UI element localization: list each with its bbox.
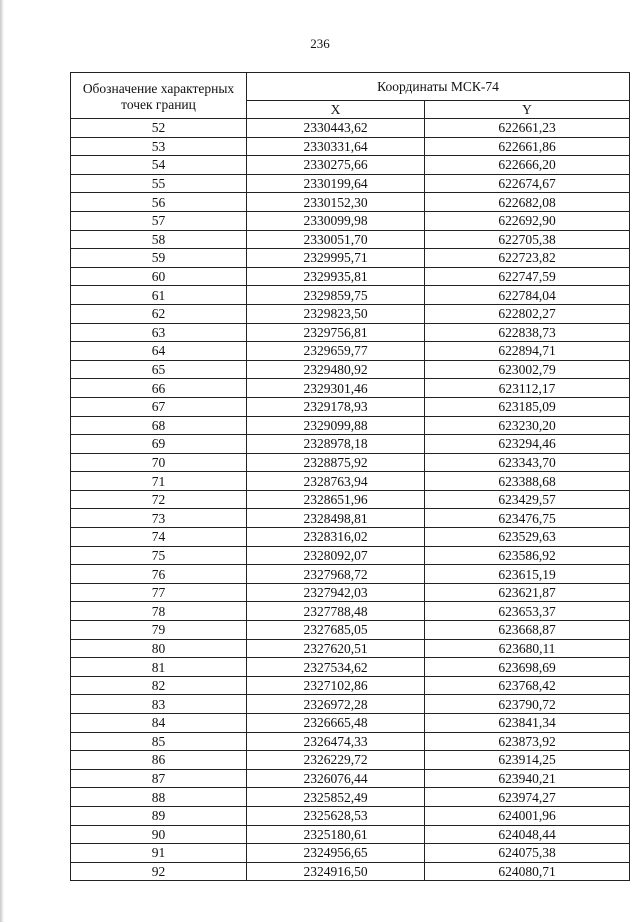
y-coordinate-cell: 623002,79 xyxy=(425,360,630,379)
x-coordinate-cell: 2325180,61 xyxy=(247,825,425,844)
y-coordinate-cell: 623668,87 xyxy=(425,621,630,640)
y-coordinate-cell: 623615,19 xyxy=(425,565,630,584)
header-point-designation: Обозначение характерных точек границ xyxy=(71,73,247,119)
table-row xyxy=(71,286,630,305)
x-coordinate-cell: 2330199,64 xyxy=(247,174,425,193)
table-row xyxy=(71,193,630,212)
scan-shadow-edge xyxy=(0,0,4,922)
y-coordinate-cell: 623914,25 xyxy=(425,751,630,770)
table-row xyxy=(71,174,630,193)
table-row xyxy=(71,769,630,788)
table-row xyxy=(71,546,630,565)
point-number-cell: 58 xyxy=(71,230,247,249)
y-coordinate-cell: 624048,44 xyxy=(425,825,630,844)
table-row xyxy=(71,119,630,138)
y-coordinate-cell: 623529,63 xyxy=(425,528,630,547)
point-number-cell: 89 xyxy=(71,806,247,825)
point-number-cell: 80 xyxy=(71,639,247,658)
table-row xyxy=(71,806,630,825)
table-row xyxy=(71,453,630,472)
point-number-cell: 85 xyxy=(71,732,247,751)
x-coordinate-cell: 2326665,48 xyxy=(247,714,425,733)
point-number-cell: 74 xyxy=(71,528,247,547)
table-row xyxy=(71,825,630,844)
point-number-cell: 71 xyxy=(71,472,247,491)
table-row xyxy=(71,230,630,249)
point-number-cell: 79 xyxy=(71,621,247,640)
x-coordinate-cell: 2329756,81 xyxy=(247,323,425,342)
y-coordinate-cell: 623698,69 xyxy=(425,658,630,677)
point-number-cell: 73 xyxy=(71,509,247,528)
x-coordinate-cell: 2327968,72 xyxy=(247,565,425,584)
point-number-cell: 52 xyxy=(71,119,247,138)
point-number-cell: 57 xyxy=(71,211,247,230)
point-number-cell: 75 xyxy=(71,546,247,565)
table-row xyxy=(71,844,630,863)
x-coordinate-cell: 2329823,50 xyxy=(247,304,425,323)
point-number-cell: 69 xyxy=(71,435,247,454)
y-coordinate-cell: 623388,68 xyxy=(425,472,630,491)
point-number-cell: 92 xyxy=(71,862,247,881)
y-coordinate-cell: 623112,17 xyxy=(425,379,630,398)
point-number-cell: 91 xyxy=(71,844,247,863)
x-coordinate-cell: 2328316,02 xyxy=(247,528,425,547)
x-coordinate-cell: 2329099,88 xyxy=(247,416,425,435)
y-coordinate-cell: 623653,37 xyxy=(425,602,630,621)
point-number-cell: 65 xyxy=(71,360,247,379)
x-coordinate-cell: 2328978,18 xyxy=(247,435,425,454)
x-coordinate-cell: 2328875,92 xyxy=(247,453,425,472)
point-number-cell: 67 xyxy=(71,397,247,416)
x-coordinate-cell: 2327685,05 xyxy=(247,621,425,640)
y-coordinate-cell: 623294,46 xyxy=(425,435,630,454)
x-coordinate-cell: 2329301,46 xyxy=(247,379,425,398)
table-row xyxy=(71,732,630,751)
y-coordinate-cell: 622894,71 xyxy=(425,342,630,361)
x-coordinate-cell: 2330443,62 xyxy=(247,119,425,138)
y-coordinate-cell: 623768,42 xyxy=(425,676,630,695)
point-number-cell: 66 xyxy=(71,379,247,398)
x-coordinate-cell: 2330275,66 xyxy=(247,156,425,175)
table-row xyxy=(71,490,630,509)
point-number-cell: 83 xyxy=(71,695,247,714)
header-x: X xyxy=(247,101,425,119)
table-row xyxy=(71,360,630,379)
x-coordinate-cell: 2330099,98 xyxy=(247,211,425,230)
point-number-cell: 60 xyxy=(71,267,247,286)
y-coordinate-cell: 624080,71 xyxy=(425,862,630,881)
y-coordinate-cell: 623429,57 xyxy=(425,490,630,509)
x-coordinate-cell: 2329659,77 xyxy=(247,342,425,361)
y-coordinate-cell: 623586,92 xyxy=(425,546,630,565)
x-coordinate-cell: 2328763,94 xyxy=(247,472,425,491)
y-coordinate-cell: 622674,67 xyxy=(425,174,630,193)
point-number-cell: 84 xyxy=(71,714,247,733)
y-coordinate-cell: 623343,70 xyxy=(425,453,630,472)
table-row xyxy=(71,528,630,547)
y-coordinate-cell: 622682,08 xyxy=(425,193,630,212)
x-coordinate-cell: 2327942,03 xyxy=(247,583,425,602)
y-coordinate-cell: 623621,87 xyxy=(425,583,630,602)
table-row xyxy=(71,621,630,640)
x-coordinate-cell: 2330331,64 xyxy=(247,137,425,156)
x-coordinate-cell: 2327620,51 xyxy=(247,639,425,658)
x-coordinate-cell: 2329995,71 xyxy=(247,249,425,268)
table-row xyxy=(71,249,630,268)
y-coordinate-cell: 622692,90 xyxy=(425,211,630,230)
table-row xyxy=(71,695,630,714)
y-coordinate-cell: 623873,92 xyxy=(425,732,630,751)
table-row xyxy=(71,211,630,230)
table-row xyxy=(71,416,630,435)
point-number-cell: 62 xyxy=(71,304,247,323)
point-number-cell: 56 xyxy=(71,193,247,212)
y-coordinate-cell: 623841,34 xyxy=(425,714,630,733)
table-row xyxy=(71,137,630,156)
table-row xyxy=(71,788,630,807)
point-number-cell: 82 xyxy=(71,676,247,695)
y-coordinate-cell: 622784,04 xyxy=(425,286,630,305)
table-row xyxy=(71,565,630,584)
point-number-cell: 81 xyxy=(71,658,247,677)
header-y: Y xyxy=(425,101,630,119)
point-number-cell: 63 xyxy=(71,323,247,342)
point-number-cell: 61 xyxy=(71,286,247,305)
x-coordinate-cell: 2327102,86 xyxy=(247,676,425,695)
table-row xyxy=(71,156,630,175)
table-row xyxy=(71,342,630,361)
x-coordinate-cell: 2328651,96 xyxy=(247,490,425,509)
x-coordinate-cell: 2326474,33 xyxy=(247,732,425,751)
x-coordinate-cell: 2325852,49 xyxy=(247,788,425,807)
y-coordinate-cell: 622661,23 xyxy=(425,119,630,138)
x-coordinate-cell: 2324916,50 xyxy=(247,862,425,881)
coordinates-table xyxy=(70,72,630,881)
y-coordinate-cell: 623476,75 xyxy=(425,509,630,528)
x-coordinate-cell: 2325628,53 xyxy=(247,806,425,825)
x-coordinate-cell: 2329935,81 xyxy=(247,267,425,286)
table-row xyxy=(71,267,630,286)
point-number-cell: 78 xyxy=(71,602,247,621)
x-coordinate-cell: 2326229,72 xyxy=(247,751,425,770)
point-number-cell: 54 xyxy=(71,156,247,175)
y-coordinate-cell: 622705,38 xyxy=(425,230,630,249)
point-number-cell: 59 xyxy=(71,249,247,268)
point-number-cell: 90 xyxy=(71,825,247,844)
x-coordinate-cell: 2329178,93 xyxy=(247,397,425,416)
table-row xyxy=(71,323,630,342)
header-coordinates: Координаты МСК-74 xyxy=(247,73,630,101)
point-number-cell: 68 xyxy=(71,416,247,435)
y-coordinate-cell: 623790,72 xyxy=(425,695,630,714)
x-coordinate-cell: 2329480,92 xyxy=(247,360,425,379)
y-coordinate-cell: 623940,21 xyxy=(425,769,630,788)
y-coordinate-cell: 622747,59 xyxy=(425,267,630,286)
table-row xyxy=(71,862,630,881)
point-number-cell: 88 xyxy=(71,788,247,807)
x-coordinate-cell: 2330152,30 xyxy=(247,193,425,212)
point-number-cell: 72 xyxy=(71,490,247,509)
table-row xyxy=(71,583,630,602)
y-coordinate-cell: 622838,73 xyxy=(425,323,630,342)
y-coordinate-cell: 622661,86 xyxy=(425,137,630,156)
x-coordinate-cell: 2328498,81 xyxy=(247,509,425,528)
point-number-cell: 64 xyxy=(71,342,247,361)
point-number-cell: 86 xyxy=(71,751,247,770)
point-number-cell: 55 xyxy=(71,174,247,193)
x-coordinate-cell: 2326076,44 xyxy=(247,769,425,788)
point-number-cell: 53 xyxy=(71,137,247,156)
table-row xyxy=(71,751,630,770)
point-number-cell: 70 xyxy=(71,453,247,472)
table-row xyxy=(71,435,630,454)
y-coordinate-cell: 622723,82 xyxy=(425,249,630,268)
table-row xyxy=(71,379,630,398)
y-coordinate-cell: 624075,38 xyxy=(425,844,630,863)
page-number: 236 xyxy=(310,36,330,51)
y-coordinate-cell: 622666,20 xyxy=(425,156,630,175)
x-coordinate-cell: 2327534,62 xyxy=(247,658,425,677)
y-coordinate-cell: 623230,20 xyxy=(425,416,630,435)
table-row xyxy=(71,714,630,733)
table-row xyxy=(71,676,630,695)
table-row xyxy=(71,509,630,528)
y-coordinate-cell: 623974,27 xyxy=(425,788,630,807)
table-row xyxy=(71,602,630,621)
x-coordinate-cell: 2324956,65 xyxy=(247,844,425,863)
y-coordinate-cell: 623680,11 xyxy=(425,639,630,658)
table-row xyxy=(71,304,630,323)
table-body xyxy=(71,119,630,881)
point-number-cell: 77 xyxy=(71,583,247,602)
x-coordinate-cell: 2329859,75 xyxy=(247,286,425,305)
x-coordinate-cell: 2328092,07 xyxy=(247,546,425,565)
x-coordinate-cell: 2326972,28 xyxy=(247,695,425,714)
y-coordinate-cell: 622802,27 xyxy=(425,304,630,323)
table-row xyxy=(71,639,630,658)
point-number-cell: 87 xyxy=(71,769,247,788)
y-coordinate-cell: 624001,96 xyxy=(425,806,630,825)
x-coordinate-cell: 2327788,48 xyxy=(247,602,425,621)
table-row xyxy=(71,472,630,491)
x-coordinate-cell: 2330051,70 xyxy=(247,230,425,249)
y-coordinate-cell: 623185,09 xyxy=(425,397,630,416)
point-number-cell: 76 xyxy=(71,565,247,584)
table-row xyxy=(71,658,630,677)
table-row xyxy=(71,397,630,416)
